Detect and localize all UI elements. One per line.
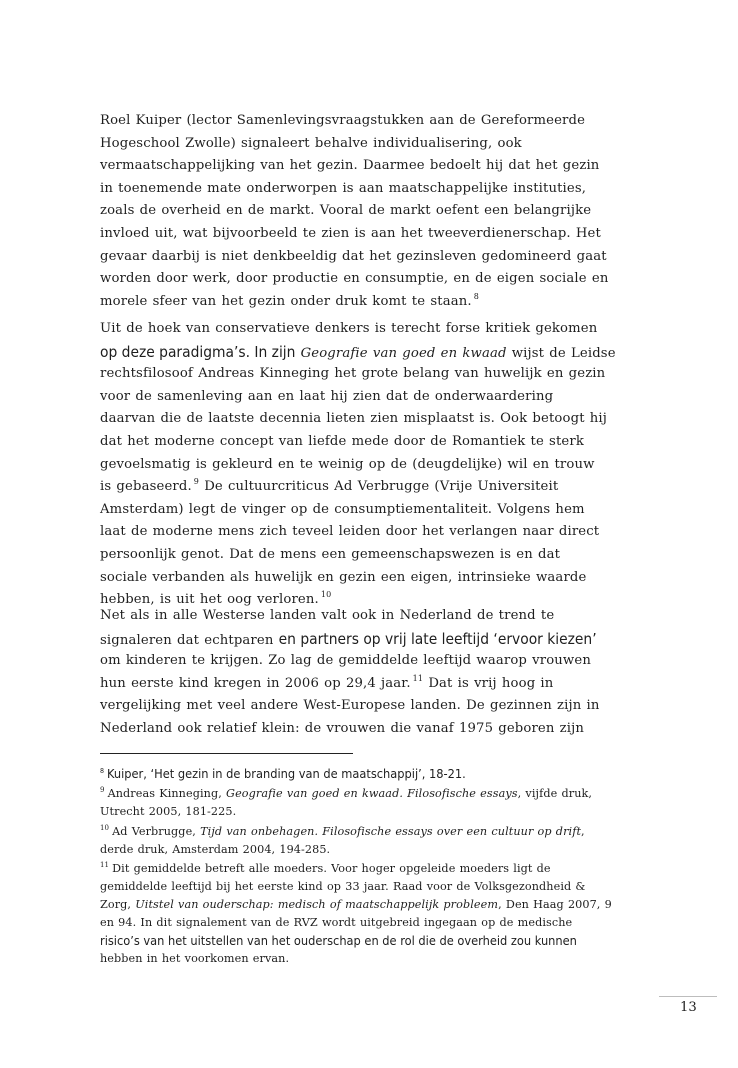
text-segment: wijst de Leidse xyxy=(511,345,616,361)
footnote-11-line-6: hebben in het voorkomen ervan. xyxy=(100,951,290,965)
text-line: Amsterdam) legt de vinger op de consumptiementaliteit. Volgens hem xyxy=(100,501,585,517)
text-line: Hogeschool Zwolle) signaleert behalve individualisering, ook xyxy=(100,135,522,151)
footnote-text: , xyxy=(581,824,585,838)
text-line: in toenemende mate onderworpen is aan maatschappelijke instituties, xyxy=(100,180,587,196)
footnote-text: Ad Verbrugge, xyxy=(112,824,196,838)
footnote-11 xyxy=(100,860,660,878)
text-line: gevaar daarbij is niet denkbeeldig dat het gezinsleven gedomineerd gaat xyxy=(100,248,607,264)
text-segment: is gebaseerd. xyxy=(100,479,192,495)
footnote-9 xyxy=(100,785,660,803)
footnote-number: 9 xyxy=(100,785,105,794)
book-title: Geografie van goed en kwaad xyxy=(300,345,507,361)
text-line: Net als in alle Westerse landen valt ook in Nederland de trend te xyxy=(100,608,555,623)
footnote-8 xyxy=(100,765,660,783)
footnote-text: Dit gemiddelde betreft alle moeders. Voor hoger opgeleide moeders ligt de xyxy=(112,862,551,876)
text-line: om kinderen te krijgen. Zo lag de gemiddelde leeftijd waarop vrouwen xyxy=(100,653,591,669)
footnote-10 xyxy=(100,823,660,841)
text-line: daarvan die de laatste decennia lieten zien misplaatst is. Ook betoogt hij xyxy=(100,411,608,427)
footnote-ref-11[interactable]: 11 xyxy=(412,673,424,683)
text-line xyxy=(100,673,660,696)
footnote-text: , Den Haag 2007, 9 xyxy=(498,898,612,912)
text-line: rechtsfilosoof Andreas Kinneging het grote belang van huwelijk en gezin xyxy=(100,366,606,382)
footnote-11-line-2: gemiddelde leeftijd bij het eerste kind op 33 jaar. Raad voor de Volksgezondheid & xyxy=(100,880,586,894)
footnote-separator xyxy=(100,753,353,754)
text-line: vergelijking met veel andere West-Europese landen. De gezinnen zijn in xyxy=(100,698,600,714)
text-line: voor de samenleving aan en laat hij zien dat de onderwaardering xyxy=(100,388,554,404)
text-segment: morele sfeer van het gezin onder druk komt te staan. xyxy=(100,293,472,309)
footnote-ref-10[interactable]: 10 xyxy=(320,590,332,600)
page-number-rule xyxy=(659,996,717,997)
text-line: invloed uit, wat bijvoorbeeld te zien is aan het tweeverdienerschap. Het xyxy=(100,225,601,241)
footnotes xyxy=(100,765,660,968)
footnote-9-line-2: Utrecht 2005, 181-225. xyxy=(100,804,237,818)
page-number: 13 xyxy=(680,1000,697,1015)
footnote-11-line-4: en 94. In dit signalement van de RVZ wordt uitgebreid ingegaan op de medische xyxy=(100,916,573,930)
footnote-11-line-3 xyxy=(100,896,660,914)
footnote-11-line-5: risico’s van het uitstellen van het ouderschap en de rol die de overheid zou kunnen xyxy=(100,933,577,949)
text-segment: Dat is vrij hoog in xyxy=(428,675,554,691)
paragraph-3 xyxy=(100,605,660,741)
text-segment: op deze paradigma’s. In zijn xyxy=(100,342,296,361)
paragraph-1 xyxy=(100,110,660,313)
footnote-ref-9[interactable]: 9 xyxy=(193,477,200,487)
text-line: worden door werk, door productie en consumptie, en de eigen sociale en xyxy=(100,271,609,287)
book-title: Geografie van goed en kwaad. Filosofische essays xyxy=(226,786,518,800)
text-segment: signaleren dat echtparen xyxy=(100,632,274,648)
footnote-ref-8[interactable]: 8 xyxy=(473,291,479,301)
text-line: persoonlijk genot. Dat de mens een gemeenschapswezen is en dat xyxy=(100,546,561,562)
text-segment: De cultuurcriticus Ad Verbrugge (Vrije Universiteit xyxy=(204,479,559,495)
footnote-10-line-2: derde druk, Amsterdam 2004, 194-285. xyxy=(100,842,331,856)
text-line: sociale verbanden als huwelijk en gezin een eigen, intrinsieke waarde xyxy=(100,569,587,585)
footnote-text: Zorg, xyxy=(100,898,132,912)
text-line: zoals de overheid en de markt. Vooral de markt oefent een belangrijke xyxy=(100,203,592,219)
text-segment: en partners op vrij late leeftijd ‘ervoor kiezen’ xyxy=(278,629,597,648)
text-line: vermaatschappelijking van het gezin. Daarmee bedoelt hij dat het gezin xyxy=(100,158,600,174)
text-line: laat de moderne mens zich teveel leiden door het verlangen naar direct xyxy=(100,524,600,540)
text-line: dat het moderne concept van liefde mede door de Romantiek te sterk xyxy=(100,433,584,449)
text-line xyxy=(100,476,660,499)
book-title: Tijd van onbehagen. Filosofische essays over een cultuur op drift xyxy=(200,824,582,838)
text-line xyxy=(100,291,660,314)
footnote-number: 8 xyxy=(100,767,105,775)
paragraph-2 xyxy=(100,318,660,612)
text-line xyxy=(100,341,660,364)
text-segment: hebben, is uit het oog verloren. xyxy=(100,592,319,608)
book-title: Uitstel van ouderschap: medisch of maatschappelijk probleem xyxy=(135,898,499,912)
footnote-text: Andreas Kinneging, xyxy=(107,786,222,800)
text-line: Roel Kuiper (lector Samenlevingsvraagstukken aan de Gereformeerde xyxy=(100,113,586,128)
footnote-number: 10 xyxy=(100,823,110,832)
footnote-text: Kuiper, ‘Het gezin in de branding van de maatschappij’, 18-21. xyxy=(107,766,466,781)
footnote-text: , vijfde druk, xyxy=(517,786,593,800)
text-segment: hun eerste kind kregen in 2006 op 29,4 jaar. xyxy=(100,675,411,691)
text-line: Uit de hoek van conservatieve denkers is terecht forse kritiek gekomen xyxy=(100,321,598,336)
footnote-number: 11 xyxy=(100,861,110,870)
text-line xyxy=(100,628,660,651)
text-line: Nederland ook relatief klein: de vrouwen die vanaf 1975 geboren zijn xyxy=(100,720,585,736)
text-line: gevoelsmatig is gekleurd en te weinig op de (deugdelijke) wil en trouw xyxy=(100,456,595,472)
